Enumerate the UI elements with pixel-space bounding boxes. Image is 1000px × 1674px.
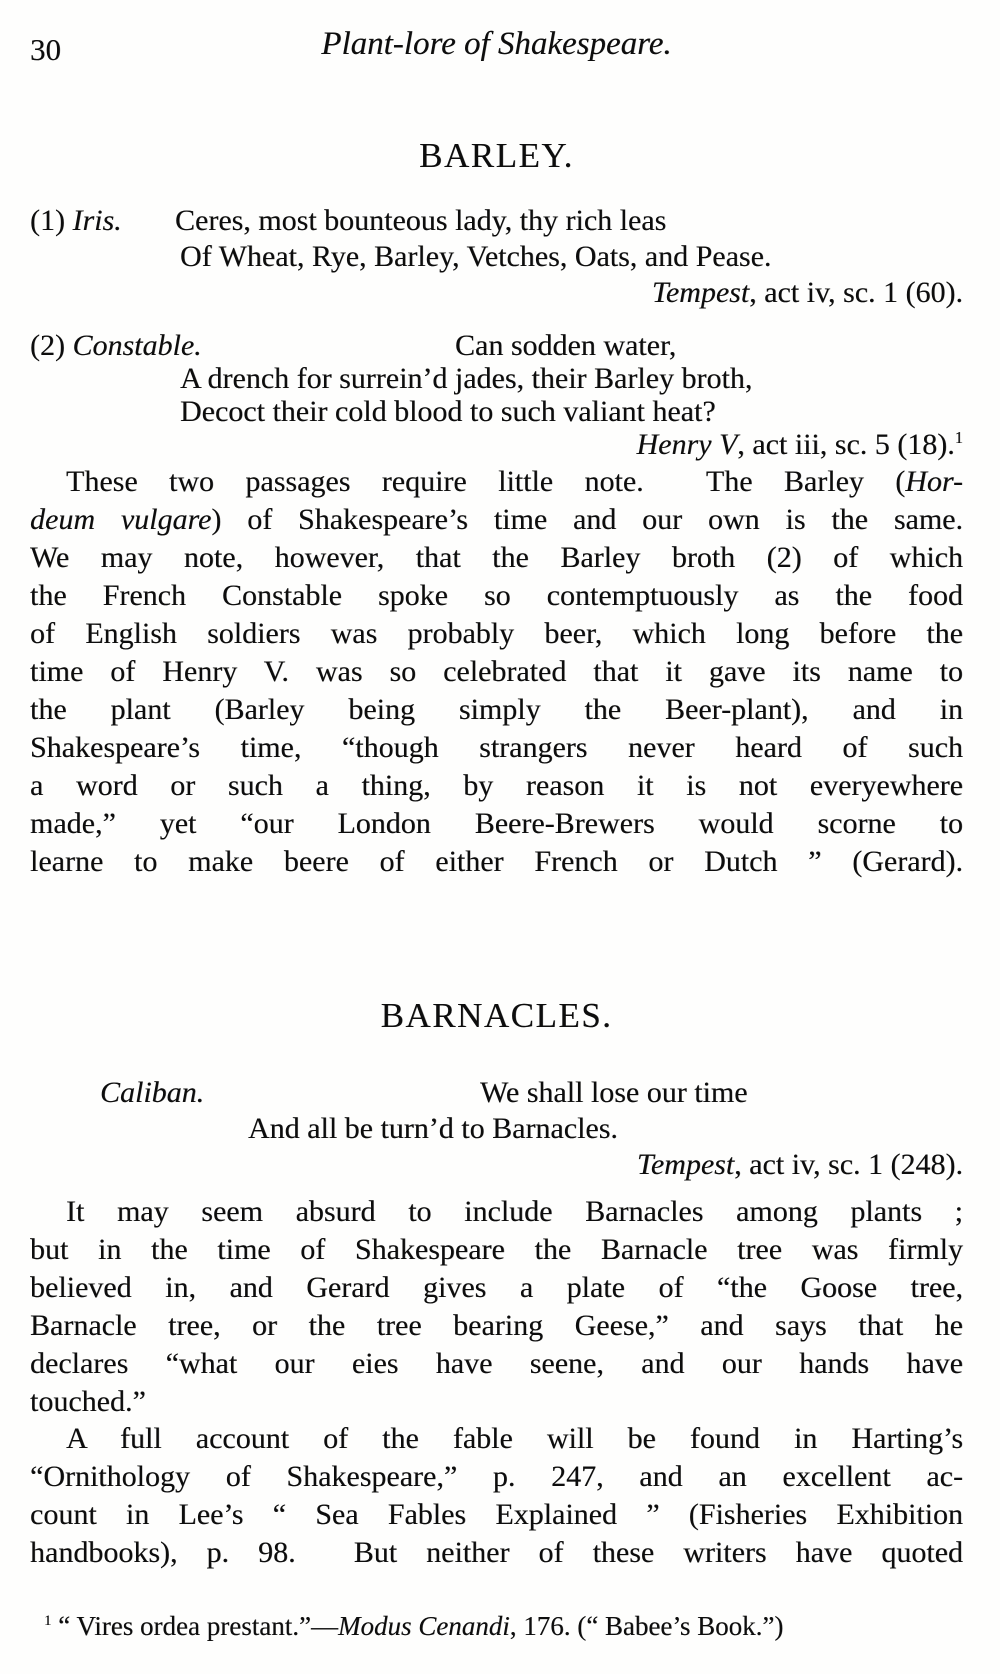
paragraph-line: A full account of the fable will be found in Harting’s bbox=[66, 1422, 963, 1455]
paragraph-line: learne to make beere of either French or Dutch ” (Gerard). bbox=[30, 845, 963, 878]
paragraph-barnacles-2 bbox=[30, 1420, 963, 1572]
paragraph-line: a word or such a thing, by reason it is not everyewhere bbox=[30, 769, 963, 802]
quote-speaker: Iris. bbox=[72, 204, 122, 237]
paragraph-line: “Ornithology of Shakespeare,” p. 247, and an excellent ac- bbox=[30, 1460, 963, 1493]
paragraph-line: Barnacle tree, or the tree bearing Geese,” and says that he bbox=[30, 1309, 963, 1342]
verse-line: Decoct their cold blood to such valiant heat? bbox=[180, 395, 716, 428]
citation-work-title: Henry V bbox=[636, 428, 738, 461]
footnote-mark: 1 bbox=[44, 1613, 52, 1629]
section-heading-barnacles: BARNACLES. bbox=[380, 996, 613, 1035]
text-run-italic: Hor- bbox=[905, 465, 963, 498]
paragraph-line: count in Lee’s “ Sea Fables Explained ” (Fisheries Exhibition bbox=[30, 1498, 963, 1531]
quote-label bbox=[30, 203, 122, 239]
footnote-reference-mark: 1 bbox=[954, 428, 963, 447]
footnote bbox=[30, 1608, 977, 1644]
paragraph-barnacles-1 bbox=[30, 1193, 963, 1421]
citation-work-title: Tempest bbox=[651, 276, 750, 309]
paragraph-line: the plant (Barley being simply the Beer-plant), and in bbox=[30, 693, 963, 726]
verse-line: Of Wheat, Rye, Barley, Vetches, Oats, and Pease. bbox=[180, 240, 772, 273]
text-run: ) of Shakespeare’s time and our own is the same. bbox=[211, 503, 963, 536]
text-run-italic: deum vulgare bbox=[30, 503, 212, 536]
quote-label bbox=[30, 328, 202, 364]
section-heading-barley: BARLEY. bbox=[419, 136, 574, 175]
verse-line: Ceres, most bounteous lady, thy rich leas bbox=[175, 204, 667, 237]
paragraph-line: Shakespeare’s time, “though strangers never heard of such bbox=[30, 731, 963, 764]
citation-detail: , act iv, sc. 1 (248). bbox=[734, 1148, 963, 1181]
paragraph-line: time of Henry V. was so celebrated that it gave its name to bbox=[30, 655, 963, 688]
text-run: These two passages require little note. The Barley ( bbox=[66, 465, 906, 498]
paragraph-line: It may seem absurd to include Barnacles among plants ; bbox=[66, 1195, 963, 1228]
running-head bbox=[30, 26, 963, 66]
citation-detail: , act iv, sc. 1 (60). bbox=[749, 276, 963, 309]
verse-line: A drench for surrein’d jades, their Barley broth, bbox=[180, 362, 753, 395]
page-number: 30 bbox=[30, 32, 61, 67]
quote-speaker: Caliban. bbox=[100, 1076, 205, 1109]
citation-work-title: Tempest bbox=[636, 1148, 735, 1181]
paragraph-line: We may note, however, that the Barley broth (2) of which bbox=[30, 541, 963, 574]
verse-line: Can sodden water, bbox=[455, 329, 677, 362]
paragraph-line bbox=[30, 463, 963, 501]
quote-ref: (2) bbox=[30, 329, 65, 362]
paragraph-line: believed in, and Gerard gives a plate of “the Goose tree, bbox=[30, 1271, 963, 1304]
quote-citation bbox=[637, 427, 964, 463]
paragraph-line: handbooks), p. 98. But neither of these writers have quoted bbox=[30, 1536, 963, 1569]
running-title: Plant-lore of Shakespeare. bbox=[321, 26, 672, 62]
paragraph-line: but in the time of Shakespeare the Barnacle tree was firmly bbox=[30, 1233, 963, 1266]
quote-speaker: Constable. bbox=[72, 329, 202, 362]
paragraph-line: of English soldiers was probably beer, which long before the bbox=[30, 617, 963, 650]
paragraph-line: the French Constable spoke so contemptuously as the food bbox=[30, 579, 963, 612]
footnote-work-title: Modus Cenandi bbox=[337, 1611, 510, 1641]
verse-line: We shall lose our time bbox=[480, 1076, 748, 1109]
paragraph-line bbox=[30, 501, 963, 539]
quote-ref: (1) bbox=[30, 204, 65, 237]
paragraph-line: made,” yet “our London Beere-Brewers would scorne to bbox=[30, 807, 963, 840]
verse-line: And all be turn’d to Barnacles. bbox=[248, 1112, 618, 1145]
quote-citation bbox=[652, 275, 963, 311]
citation-detail: , act iii, sc. 5 (18). bbox=[737, 428, 955, 461]
paragraph-line: touched.” bbox=[30, 1385, 146, 1418]
paragraph-barley bbox=[30, 463, 963, 881]
quote-citation bbox=[637, 1147, 963, 1183]
footnote-text: “ Vires ordea prestant.”— bbox=[58, 1611, 338, 1641]
footnote-text: , 176. (“ Babee’s Book.”) bbox=[509, 1611, 784, 1641]
paragraph-line: declares “what our eies have seene, and our hands have bbox=[30, 1347, 963, 1380]
